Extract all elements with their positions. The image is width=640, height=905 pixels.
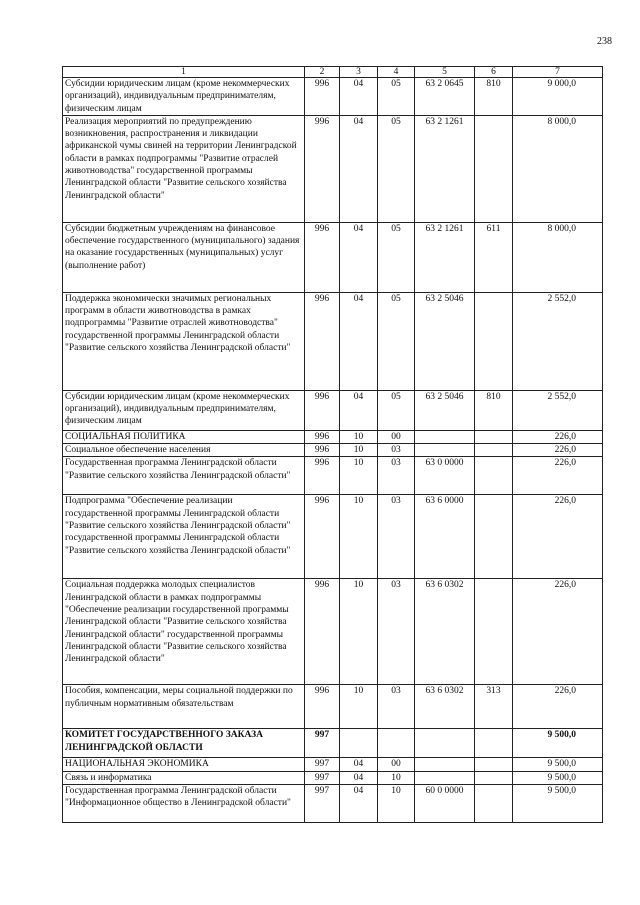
row-cs: 63 2 1261 [415, 222, 475, 292]
row-pr: 05 [378, 78, 415, 116]
row-gr: 997 [305, 771, 340, 784]
row-sum: 226,0 [513, 444, 603, 457]
row-gr: 996 [305, 222, 340, 292]
row-pr: 00 [378, 758, 415, 771]
row-name: Реализация мероприятий по предупреждению возникновения, распространения и ликвидации африканской чумы свиней на территории Ленинградской области в рамках подпрограммы "Развитие отраслей животноводства" государственной программы Ленинградской области "Развитие сельского хозяйства Ленинградской области" [63, 115, 305, 222]
row-gr: 997 [305, 729, 340, 758]
table-row [63, 115, 603, 222]
row-cs: 63 2 0645 [415, 78, 475, 116]
row-rz: 04 [340, 390, 378, 430]
column-header: 4 [378, 67, 415, 78]
row-sum: 226,0 [513, 495, 603, 579]
row-cs: 63 0 0000 [415, 457, 475, 495]
row-vr [475, 758, 513, 771]
row-rz: 04 [340, 115, 378, 222]
row-sum: 226,0 [513, 457, 603, 495]
row-cs: 63 6 0302 [415, 685, 475, 729]
row-name: НАЦИОНАЛЬНАЯ ЭКОНОМИКА [63, 758, 305, 771]
row-gr: 996 [305, 444, 340, 457]
row-rz: 10 [340, 579, 378, 685]
row-cs: 63 6 0000 [415, 495, 475, 579]
row-pr: 00 [378, 430, 415, 443]
row-name: Социальная поддержка молодых специалистов Ленинградской области в рамках подпрограммы "Обеспечение реализации государственной программы Ленинградской области "Развитие сельского хозяйства Ленинградской области" государственной программы Ленинградской области "Развитие сельского хозяйства Ленинградской области" [63, 579, 305, 685]
row-sum: 8 000,0 [513, 222, 603, 292]
row-sum: 226,0 [513, 579, 603, 685]
row-pr: 10 [378, 785, 415, 823]
row-name: Субсидии юридическим лицам (кроме некоммерческих организаций), индивидуальным предпринимателям, физическим лицам [63, 390, 305, 430]
row-sum: 9 500,0 [513, 785, 603, 823]
table-row [63, 444, 603, 457]
row-vr [475, 115, 513, 222]
table-row [63, 430, 603, 443]
row-vr: 810 [475, 390, 513, 430]
row-cs: 60 0 0000 [415, 785, 475, 823]
table-row [63, 390, 603, 430]
row-rz: 04 [340, 78, 378, 116]
table-row [63, 78, 603, 116]
table-header-row [63, 67, 603, 78]
row-rz [340, 729, 378, 758]
row-gr: 996 [305, 430, 340, 443]
row-rz: 10 [340, 430, 378, 443]
row-gr: 997 [305, 758, 340, 771]
row-vr [475, 729, 513, 758]
row-gr: 996 [305, 579, 340, 685]
row-pr [378, 729, 415, 758]
row-vr [475, 430, 513, 443]
row-pr: 10 [378, 771, 415, 784]
page-number: 238 [597, 36, 612, 47]
table-row [63, 685, 603, 729]
row-sum: 9 000,0 [513, 78, 603, 116]
table-row [63, 771, 603, 784]
table-row [63, 579, 603, 685]
row-pr: 03 [378, 444, 415, 457]
row-rz: 04 [340, 292, 378, 390]
row-rz: 04 [340, 758, 378, 771]
budget-table [62, 66, 603, 823]
row-gr: 996 [305, 495, 340, 579]
row-gr: 996 [305, 292, 340, 390]
row-sum: 2 552,0 [513, 390, 603, 430]
row-gr: 996 [305, 685, 340, 729]
row-vr: 611 [475, 222, 513, 292]
table-row [63, 222, 603, 292]
row-name: Государственная программа Ленинградской области "Развитие сельского хозяйства Ленинградской области" [63, 457, 305, 495]
row-cs [415, 430, 475, 443]
row-name: Государственная программа Ленинградской области "Информационное общество в Ленинградской области" [63, 785, 305, 823]
row-gr: 996 [305, 115, 340, 222]
row-cs: 63 2 1261 [415, 115, 475, 222]
column-header: 1 [63, 67, 305, 78]
row-cs [415, 771, 475, 784]
row-name: Поддержка экономически значимых региональных программ в области животноводства в рамках подпрограммы "Развитие отраслей животноводства" государственной программы Ленинградской области "Развитие сельского хозяйства Ленинградской области" [63, 292, 305, 390]
row-vr: 313 [475, 685, 513, 729]
table-row [63, 758, 603, 771]
row-sum: 226,0 [513, 430, 603, 443]
row-pr: 05 [378, 292, 415, 390]
row-vr [475, 495, 513, 579]
row-sum: 226,0 [513, 685, 603, 729]
row-vr [475, 785, 513, 823]
column-header: 3 [340, 67, 378, 78]
row-sum: 8 000,0 [513, 115, 603, 222]
row-sum: 9 500,0 [513, 771, 603, 784]
row-name: Социальное обеспечение населения [63, 444, 305, 457]
table-row [63, 785, 603, 823]
row-pr: 03 [378, 579, 415, 685]
row-cs [415, 758, 475, 771]
row-pr: 05 [378, 115, 415, 222]
row-cs [415, 444, 475, 457]
row-rz: 10 [340, 457, 378, 495]
row-vr [475, 579, 513, 685]
row-rz: 10 [340, 444, 378, 457]
row-vr [475, 292, 513, 390]
table-row [63, 495, 603, 579]
row-vr: 810 [475, 78, 513, 116]
row-rz: 04 [340, 222, 378, 292]
row-name: Субсидии юридическим лицам (кроме некоммерческих организаций), индивидуальным предпринимателям, физическим лицам [63, 78, 305, 116]
row-rz: 04 [340, 785, 378, 823]
column-header: 2 [305, 67, 340, 78]
row-vr [475, 457, 513, 495]
row-rz: 10 [340, 685, 378, 729]
row-pr: 03 [378, 685, 415, 729]
column-header: 7 [513, 67, 603, 78]
table-row [63, 729, 603, 758]
row-rz: 04 [340, 771, 378, 784]
row-gr: 997 [305, 785, 340, 823]
column-header: 5 [415, 67, 475, 78]
row-gr: 996 [305, 78, 340, 116]
row-name: Пособия, компенсации, меры социальной поддержки по публичным нормативным обязательствам [63, 685, 305, 729]
row-pr: 05 [378, 222, 415, 292]
column-header: 6 [475, 67, 513, 78]
row-gr: 996 [305, 390, 340, 430]
row-sum: 2 552,0 [513, 292, 603, 390]
row-name: СОЦИАЛЬНАЯ ПОЛИТИКА [63, 430, 305, 443]
row-name: Подпрограмма "Обеспечение реализации государственной программы Ленинградской области "Развитие сельского хозяйства Ленинградской области" государственной программы Ленинградской области "Развитие сельского хозяйства Ленинградской области" [63, 495, 305, 579]
row-vr [475, 771, 513, 784]
row-gr: 996 [305, 457, 340, 495]
row-pr: 03 [378, 495, 415, 579]
row-name: КОМИТЕТ ГОСУДАРСТВЕННОГО ЗАКАЗА ЛЕНИНГРАДСКОЙ ОБЛАСТИ [63, 729, 305, 758]
row-name: Субсидии бюджетным учреждениям на финансовое обеспечение государственного (муниципального) задания на оказание государственных (муниципальных) услуг (выполнение работ) [63, 222, 305, 292]
row-name: Связь и информатика [63, 771, 305, 784]
row-pr: 05 [378, 390, 415, 430]
table-row [63, 457, 603, 495]
row-cs [415, 729, 475, 758]
row-vr [475, 444, 513, 457]
row-rz: 10 [340, 495, 378, 579]
row-cs: 63 2 5046 [415, 292, 475, 390]
row-cs: 63 2 5046 [415, 390, 475, 430]
row-sum: 9 500,0 [513, 729, 603, 758]
row-sum: 9 500,0 [513, 758, 603, 771]
row-pr: 03 [378, 457, 415, 495]
table-row [63, 292, 603, 390]
row-cs: 63 6 0302 [415, 579, 475, 685]
